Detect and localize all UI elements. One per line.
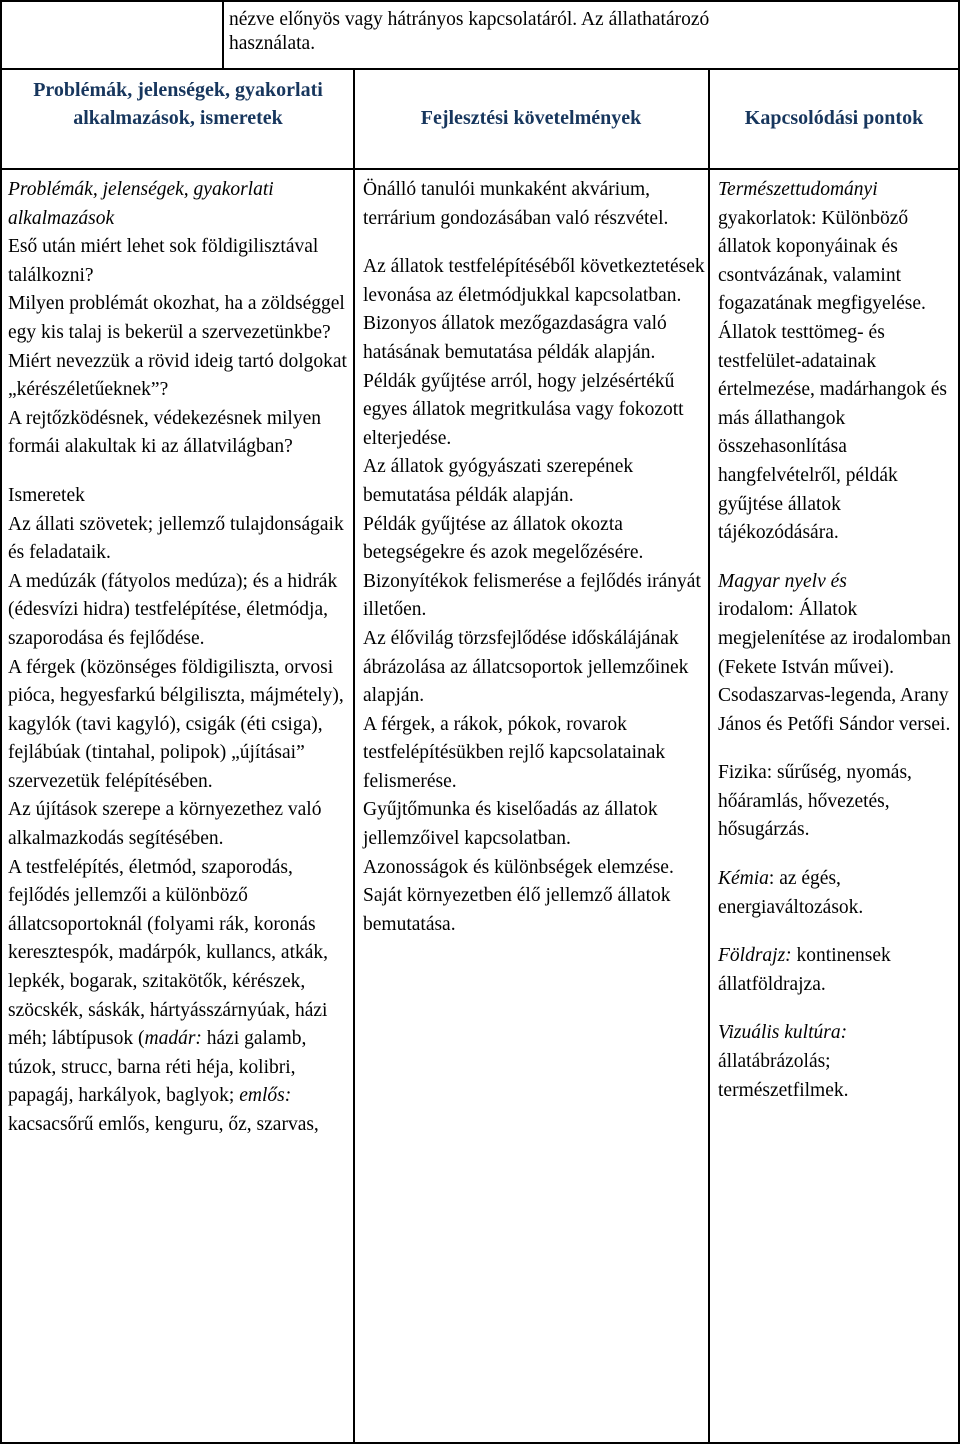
col2-item-7: Bizonyítékok felismerése a fejlődés irányát illetően. — [363, 570, 701, 621]
k5-madar: madár: — [144, 1028, 202, 1050]
k5-part-b: házi galamb, túzok, strucc, barna réti héja, kolibri, papagáj, harkályok, baglyok; — [8, 1028, 307, 1107]
col3-block-1 — [718, 176, 954, 548]
table-border-col1 — [222, 0, 224, 69]
col2-item-4: Példák gyűjtése arról, hogy jelzésértékű egyes állatok megritkulása vagy fokozott elterjedése. — [363, 370, 684, 449]
col2-item-3: Bizonyos állatok mezőgazdaságra való hatásának bemutatása példák alapján. — [363, 313, 667, 363]
header-col1: Problémák, jelenségek, gyakorlati alkalmazások, ismeretek — [33, 79, 323, 129]
t2-label: Magyar nyelv és — [718, 570, 847, 592]
col2-item-12: Saját környezetben élő jellemző állatok bemutatása. — [363, 885, 671, 935]
col2-item-2: Az állatok testfelépítéséből következtetések levonása az életmódjukkal kapcsolatban. — [363, 256, 705, 306]
col1-ismeretek-title: Ismeretek — [8, 484, 85, 506]
k5-part-c: kacsacsőrű emlős, kenguru, őz, szarvas, — [8, 1114, 319, 1135]
k5-part-a: A testfelépítés, életmód, szaporodás, fejlődés jellemzői a különböző állatcsoportoknál (folyami rák, koronás keresztespók, madárpók, kullancs, atkák, lepkék, bogarak, szitakötők, kérészek, szöcskék, sáskák, hártyásszárnyúak, házi méh; lábtípusok ( — [8, 856, 329, 1050]
t4-text: : az égés, energiaváltozások. — [718, 868, 864, 918]
col2-item-6: Példák gyűjtése az állatok okozta betegségekre és azok megelőzésére. — [363, 513, 644, 564]
col3-block-3 — [718, 759, 954, 845]
col1-question-2: Milyen problémát okozhat, ha a zöldséggel egy kis talaj is bekerül a szervezetünkbe? — [8, 293, 345, 343]
col1-knowledge-5 — [8, 854, 350, 1140]
col3-block-2 — [718, 568, 954, 740]
header-col3: Kapcsolódási pontok — [744, 107, 924, 129]
col2-content — [363, 176, 705, 939]
col2-item-8: Az élővilág törzsfejlődése időskálájának ábrázolása az állatcsoportok jellemzőinek alapján. — [363, 627, 689, 707]
col2-item-5: Az állatok gyógyászati szerepének bemutatása példák alapján. — [363, 456, 634, 506]
t2-text: Állatok megjelenítése az irodalomban (Fekete István művei). Csodaszarvas-legenda, Arany János és Petőfi Sándor versei. — [718, 599, 951, 735]
col1-knowledge-3: A férgek (közönséges földigiliszta, orvosi pióca, hegyesfarkú bélgiliszta, májmétely), kagylók (tavi kagyló), csigák (éti csiga), fejlábúak (tintahal, polipok) „újításai” szervezetük felépítésében. — [8, 656, 344, 792]
col1-subtitle: Problémák, jelenségek, gyakorlati alkalmazások — [8, 179, 274, 229]
t1-label: Természettudományi — [718, 179, 878, 200]
col1-question-1: Eső után miért lehet sok földigilisztával találkozni? — [8, 236, 319, 286]
col2-item-10: Gyűjtőmunka és kiselőadás az állatok jellemzőivel kapcsolatban. — [363, 799, 658, 850]
col1-question-3: Miért nevezzük a rövid ideig tartó dolgokat „kérészéletűeknek”? — [8, 350, 347, 401]
t1-label2: gyakorlatok: — [718, 207, 817, 229]
t3-label: Fizika — [718, 762, 767, 784]
k5-emlos: emlős: — [239, 1085, 292, 1107]
col1-knowledge-4: Az újítások szerepe a környezethez való alkalmazkodás segítésében. — [8, 799, 322, 850]
col2-item-9: A férgek, a rákok, pókok, rovarok testfelépítésükben rejlő kapcsolatainak felismerése. — [363, 713, 666, 792]
table-border-col2 — [708, 68, 710, 1444]
table-border-right — [958, 0, 960, 1444]
t6-label: Vizuális kultúra: — [718, 1022, 848, 1044]
top-row-line2: használata. — [229, 33, 316, 54]
t4-label: Kémia — [718, 868, 769, 890]
col3-block-5 — [718, 942, 954, 999]
col1-knowledge-1: Az állati szövetek; jellemző tulajdonságaik és feladataik. — [8, 513, 344, 564]
col3-block-4 — [718, 865, 954, 922]
col1-content — [8, 176, 350, 1140]
col3-block-6 — [718, 1019, 954, 1105]
top-row-line1: nézve előnyös vagy hátrányos kapcsolatáról. Az állathatározó — [229, 9, 710, 30]
table-border-top — [0, 0, 960, 2]
col2-item-11: Azonosságok és különbségek elemzése. — [363, 856, 674, 878]
col1-knowledge-2: A medúzák (fátyolos medúza); és a hidrák (édesvízi hidra) testfelépítése, életmódja, szaporodása és fejlődése. — [8, 570, 338, 649]
table-border-bottom — [0, 1442, 960, 1444]
table-border-col1b — [353, 68, 355, 1444]
header-col2: Fejlesztési követelmények — [420, 107, 642, 129]
table-border-header-bottom — [0, 168, 960, 170]
t1-text: Különböző állatok koponyáinak és csontvázának, valamint fogazatának megfigyelése. Állatok testtömeg- és testfelület-adatainak értelmezése, madárhangok és más állathangok összehasonlítása hangfelvételről, példák gyűjtése állatok tájékozódására. — [718, 207, 948, 544]
t5-label: Földrajz: — [718, 945, 792, 967]
t6-text: állatábrázolás; természetfilmek. — [718, 1051, 849, 1101]
top-row-text — [229, 8, 954, 56]
table-border-header-top — [0, 68, 960, 70]
t5-text: kontinensek állatföldrajza. — [718, 945, 891, 995]
col3-content — [718, 176, 954, 1105]
table-border-left — [0, 0, 2, 1444]
col2-item-1: Önálló tanulói munkaként akvárium, terrárium gondozásában való részvétel. — [363, 179, 669, 229]
col1-question-4: A rejtőzködésnek, védekezésnek milyen formái alakultak ki az állatvilágban? — [8, 407, 321, 458]
t2-label2: irodalom: — [718, 599, 794, 621]
t3-text: : sűrűség, nyomás, hőáramlás, hővezetés, hősugárzás. — [718, 762, 912, 841]
